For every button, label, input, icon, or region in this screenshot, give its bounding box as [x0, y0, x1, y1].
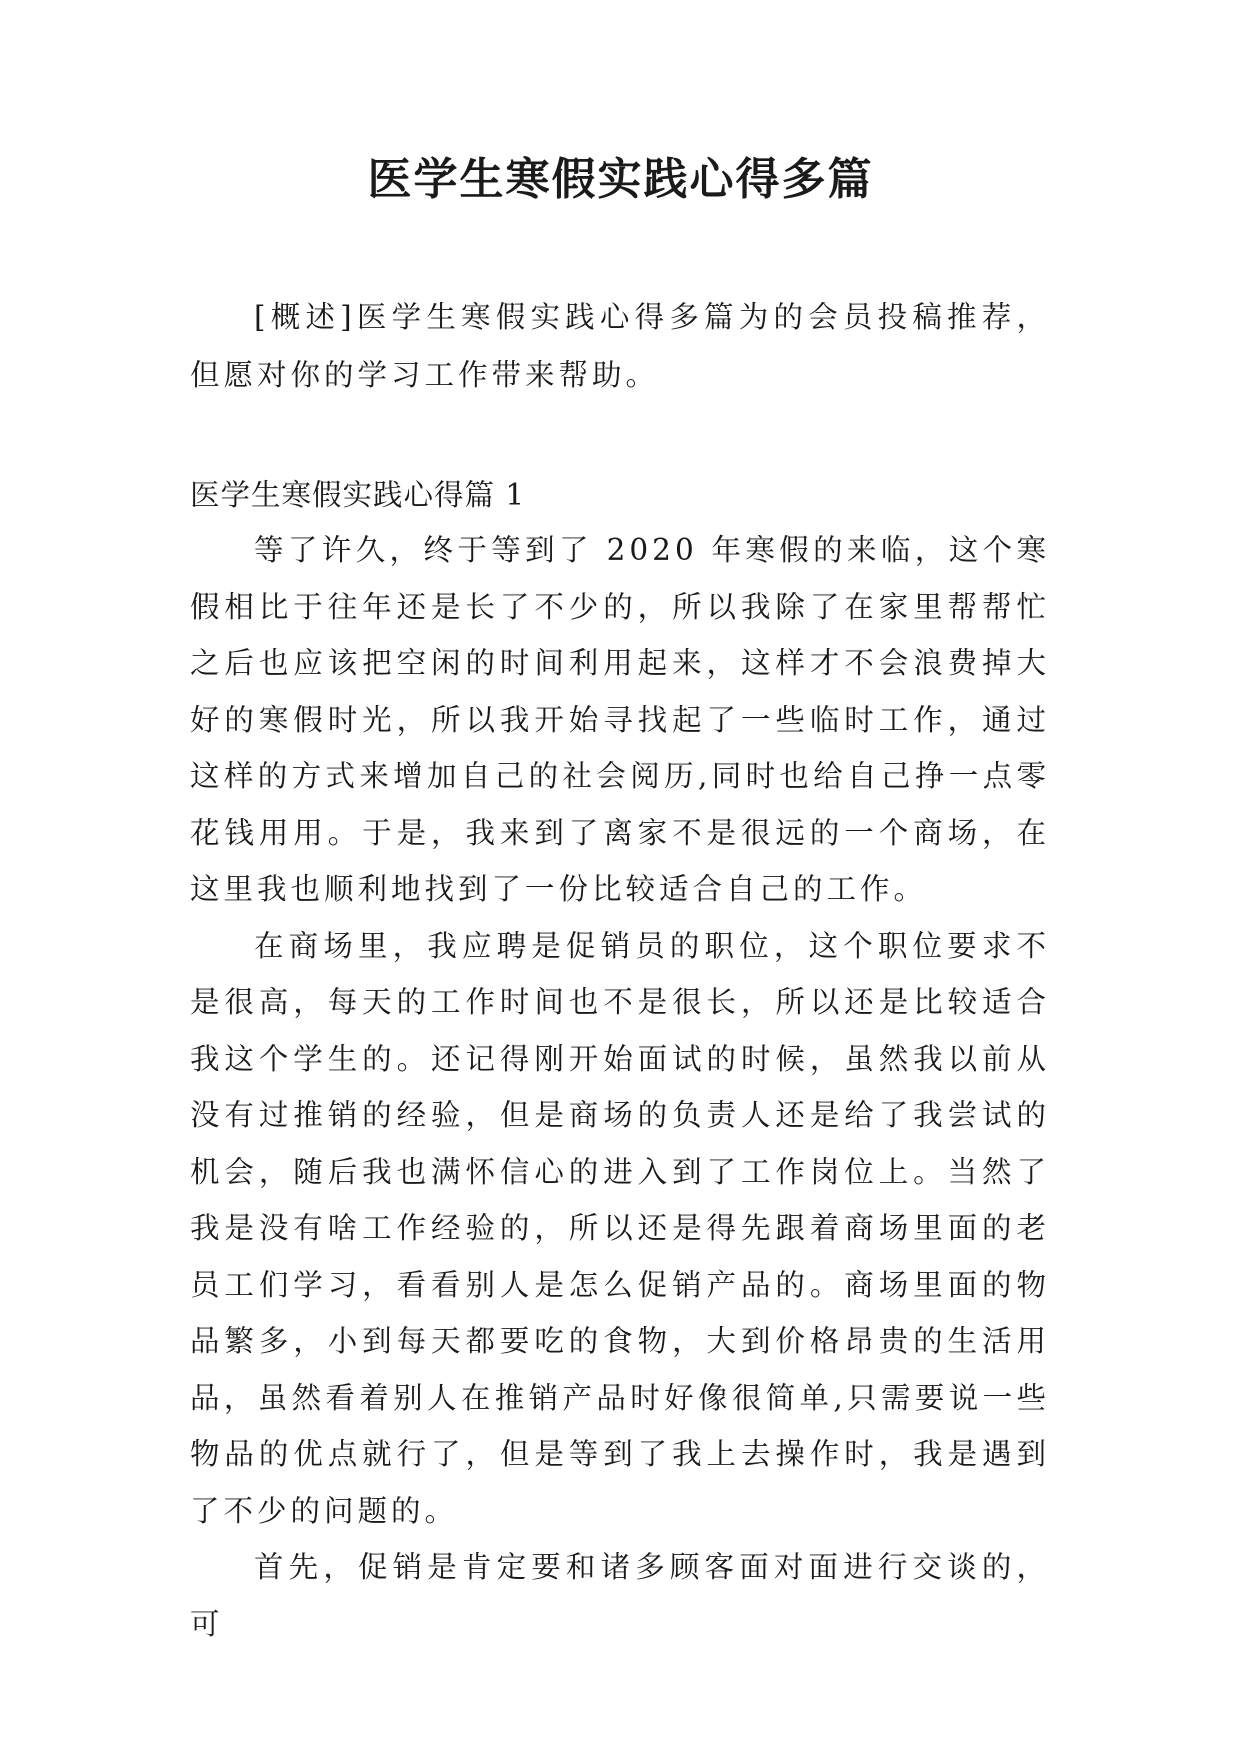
summary-paragraph: [概述]医学生寒假实践心得多篇为的会员投稿推荐，但愿对你的学习工作带来帮助。: [190, 300, 1050, 392]
body-paragraph-1: 等了许久，终于等到了 2020 年寒假的来临，这个寒假相比于往年还是长了不少的，所以我除了在家里帮帮忙之后也应该把空闲的时间利用起来，这样才不会浪费掉大好的寒假时光，所以我开始寻找起了一些临时工作，通过这样的方式来增加自己的社会阅历,同时也给自己挣一点零花钱用用。于是，我来到了离家不是很远的一个商场，在这里我也顺利地找到了一份比较适合自己的工作。: [190, 533, 1050, 906]
body-paragraph-3: 首先，促销是肯定要和诸多顾客面对面进行交谈的，可: [190, 1550, 1050, 1641]
section-heading: 医学生寒假实践心得篇 1: [190, 478, 526, 512]
body-text: [190, 522, 1050, 1652]
body-paragraph-2: 在商场里，我应聘是促销员的职位，这个职位要求不是很高，每天的工作时间也不是很长，所以还是比较适合我这个学生的。还记得刚开始面试的时候，虽然我以前从没有过推销的经验，但是商场的负责人还是给了我尝试的机会，随后我也满怀信心的进入到了工作岗位上。当然了我是没有啥工作经验的，所以还是得先跟着商场里面的老员工们学习，看看别人是怎么促销产品的。商场里面的物品繁多，小到每天都要吃的食物，大到价格昂贵的生活用品，虽然看着别人在推销产品时好像很简单,只需要说一些物品的优点就行了，但是等到了我上去操作时，我是遇到了不少的问题的。: [190, 928, 1050, 1528]
document-title: 医学生寒假实践心得多篇: [367, 154, 874, 205]
